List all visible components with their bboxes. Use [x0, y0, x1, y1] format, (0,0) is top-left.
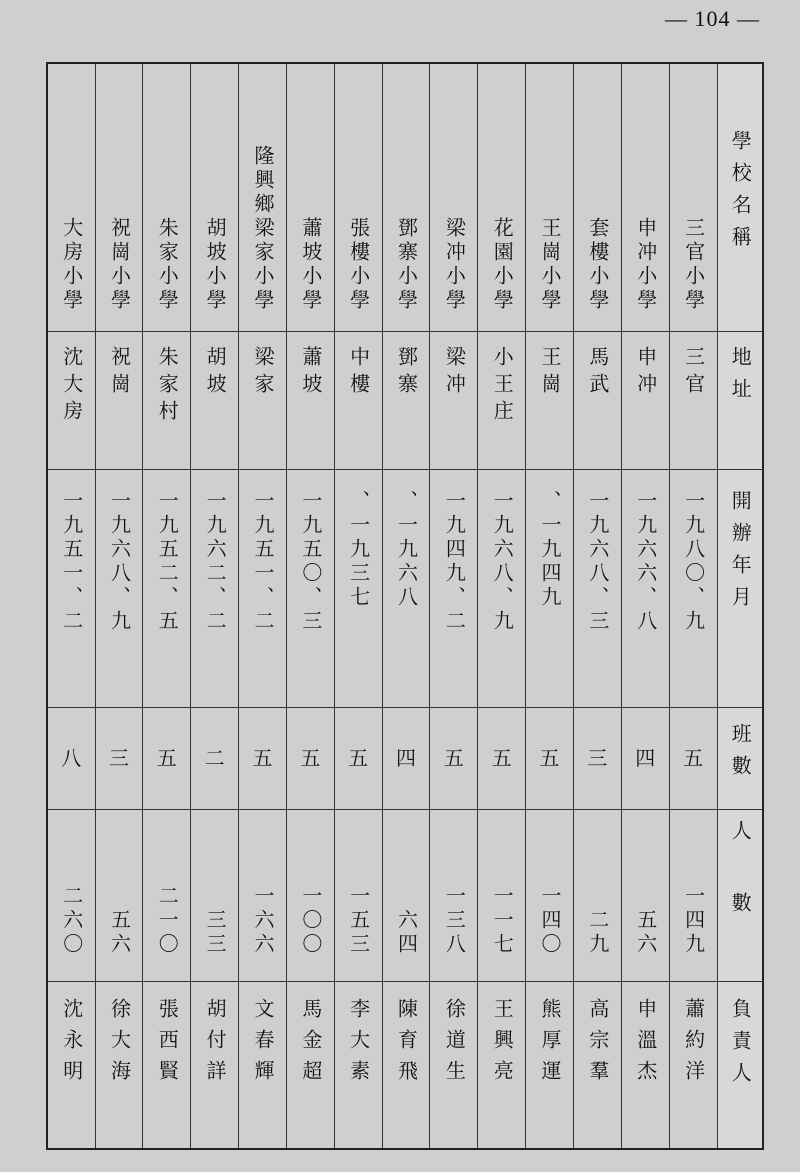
school-name: 朱家小學 — [143, 63, 191, 331]
school-classes: 五 — [334, 707, 382, 809]
school-founded: 一九四九、二 — [430, 469, 478, 707]
school-students: 三三 — [191, 809, 239, 981]
school-address: 小王庄 — [478, 331, 526, 469]
school-students: 一四〇 — [526, 809, 574, 981]
school-classes: 三 — [95, 707, 143, 809]
school-name: 蕭坡小學 — [286, 63, 334, 331]
school-address: 祝崗 — [95, 331, 143, 469]
school-address: 三官 — [669, 331, 717, 469]
school-name: 王崗小學 — [526, 63, 574, 331]
page-number: — 104 — — [665, 6, 760, 31]
school-students: 五六 — [621, 809, 669, 981]
school-head: 申溫杰 — [621, 981, 669, 1149]
school-address: 沈大房 — [47, 331, 95, 469]
row-school-name — [47, 63, 763, 331]
row-address — [47, 331, 763, 469]
school-head: 沈永明 — [47, 981, 95, 1149]
school-founded: 一九五二、五 — [143, 469, 191, 707]
school-name: 大房小學 — [47, 63, 95, 331]
school-address: 鄧寨 — [382, 331, 430, 469]
header-head: 負責人 — [717, 981, 763, 1149]
school-head: 陳育飛 — [382, 981, 430, 1149]
school-head: 徐大海 — [95, 981, 143, 1149]
school-name: 隆興鄉梁家小學 — [239, 63, 287, 331]
school-head: 徐道生 — [430, 981, 478, 1149]
school-address: 蕭坡 — [286, 331, 334, 469]
school-classes: 五 — [143, 707, 191, 809]
school-students: 二九 — [573, 809, 621, 981]
school-address: 申冲 — [621, 331, 669, 469]
school-head: 李大素 — [334, 981, 382, 1149]
school-address: 胡坡 — [191, 331, 239, 469]
school-students: 一一七 — [478, 809, 526, 981]
school-classes: 五 — [286, 707, 334, 809]
school-founded: 一九六二、二 — [191, 469, 239, 707]
header-address: 地址 — [717, 331, 763, 469]
school-table — [46, 62, 764, 1150]
school-name: 套樓小學 — [573, 63, 621, 331]
school-head: 王興亮 — [478, 981, 526, 1149]
school-head: 張西賢 — [143, 981, 191, 1149]
row-founded — [47, 469, 763, 707]
header-students: 人數 — [717, 809, 763, 981]
school-classes: 五 — [478, 707, 526, 809]
school-students: 一四九 — [669, 809, 717, 981]
header-school-name: 學校名稱 — [717, 63, 763, 331]
school-founded: 一九四九、 — [526, 469, 574, 707]
row-students — [47, 809, 763, 981]
school-students: 二一〇 — [143, 809, 191, 981]
school-address: 梁家 — [239, 331, 287, 469]
school-name: 祝崗小學 — [95, 63, 143, 331]
school-address: 馬武 — [573, 331, 621, 469]
school-address: 梁冲 — [430, 331, 478, 469]
header-classes: 班數 — [717, 707, 763, 809]
school-head: 胡付詳 — [191, 981, 239, 1149]
school-founded: 一九五一、二 — [47, 469, 95, 707]
school-founded: 一九八〇、九 — [669, 469, 717, 707]
school-students: 一六六 — [239, 809, 287, 981]
school-founded: 一九六八、三 — [573, 469, 621, 707]
school-name: 花園小學 — [478, 63, 526, 331]
school-students: 一〇〇 — [286, 809, 334, 981]
row-head — [47, 981, 763, 1149]
school-address: 王崗 — [526, 331, 574, 469]
school-name: 申冲小學 — [621, 63, 669, 331]
row-classes — [47, 707, 763, 809]
school-name: 鄧寨小學 — [382, 63, 430, 331]
school-classes: 四 — [621, 707, 669, 809]
school-students: 二六〇 — [47, 809, 95, 981]
school-students: 一五三 — [334, 809, 382, 981]
school-founded: 一九五〇、三 — [286, 469, 334, 707]
school-head: 蕭約洋 — [669, 981, 717, 1149]
school-classes: 八 — [47, 707, 95, 809]
school-head: 高宗羣 — [573, 981, 621, 1149]
school-founded: 一九六八、九 — [478, 469, 526, 707]
school-address: 朱家村 — [143, 331, 191, 469]
school-name: 三官小學 — [669, 63, 717, 331]
school-name: 梁冲小學 — [430, 63, 478, 331]
school-name: 胡坡小學 — [191, 63, 239, 331]
school-head: 文春輝 — [239, 981, 287, 1149]
school-name: 張樓小學 — [334, 63, 382, 331]
school-classes: 五 — [430, 707, 478, 809]
school-classes: 二 — [191, 707, 239, 809]
school-address: 中樓 — [334, 331, 382, 469]
school-classes: 三 — [573, 707, 621, 809]
school-students: 六四 — [382, 809, 430, 981]
school-founded: 一九六六、八 — [621, 469, 669, 707]
school-students: 一三八 — [430, 809, 478, 981]
school-classes: 五 — [669, 707, 717, 809]
school-founded: 一九六八、九 — [95, 469, 143, 707]
school-head: 熊厚運 — [526, 981, 574, 1149]
school-classes: 四 — [382, 707, 430, 809]
school-classes: 五 — [526, 707, 574, 809]
school-head: 馬金超 — [286, 981, 334, 1149]
school-founded: 一九三七、 — [334, 469, 382, 707]
school-founded: 一九六八、 — [382, 469, 430, 707]
header-founded: 開辦年月 — [717, 469, 763, 707]
school-students: 五六 — [95, 809, 143, 981]
school-founded: 一九五一、二 — [239, 469, 287, 707]
school-classes: 五 — [239, 707, 287, 809]
